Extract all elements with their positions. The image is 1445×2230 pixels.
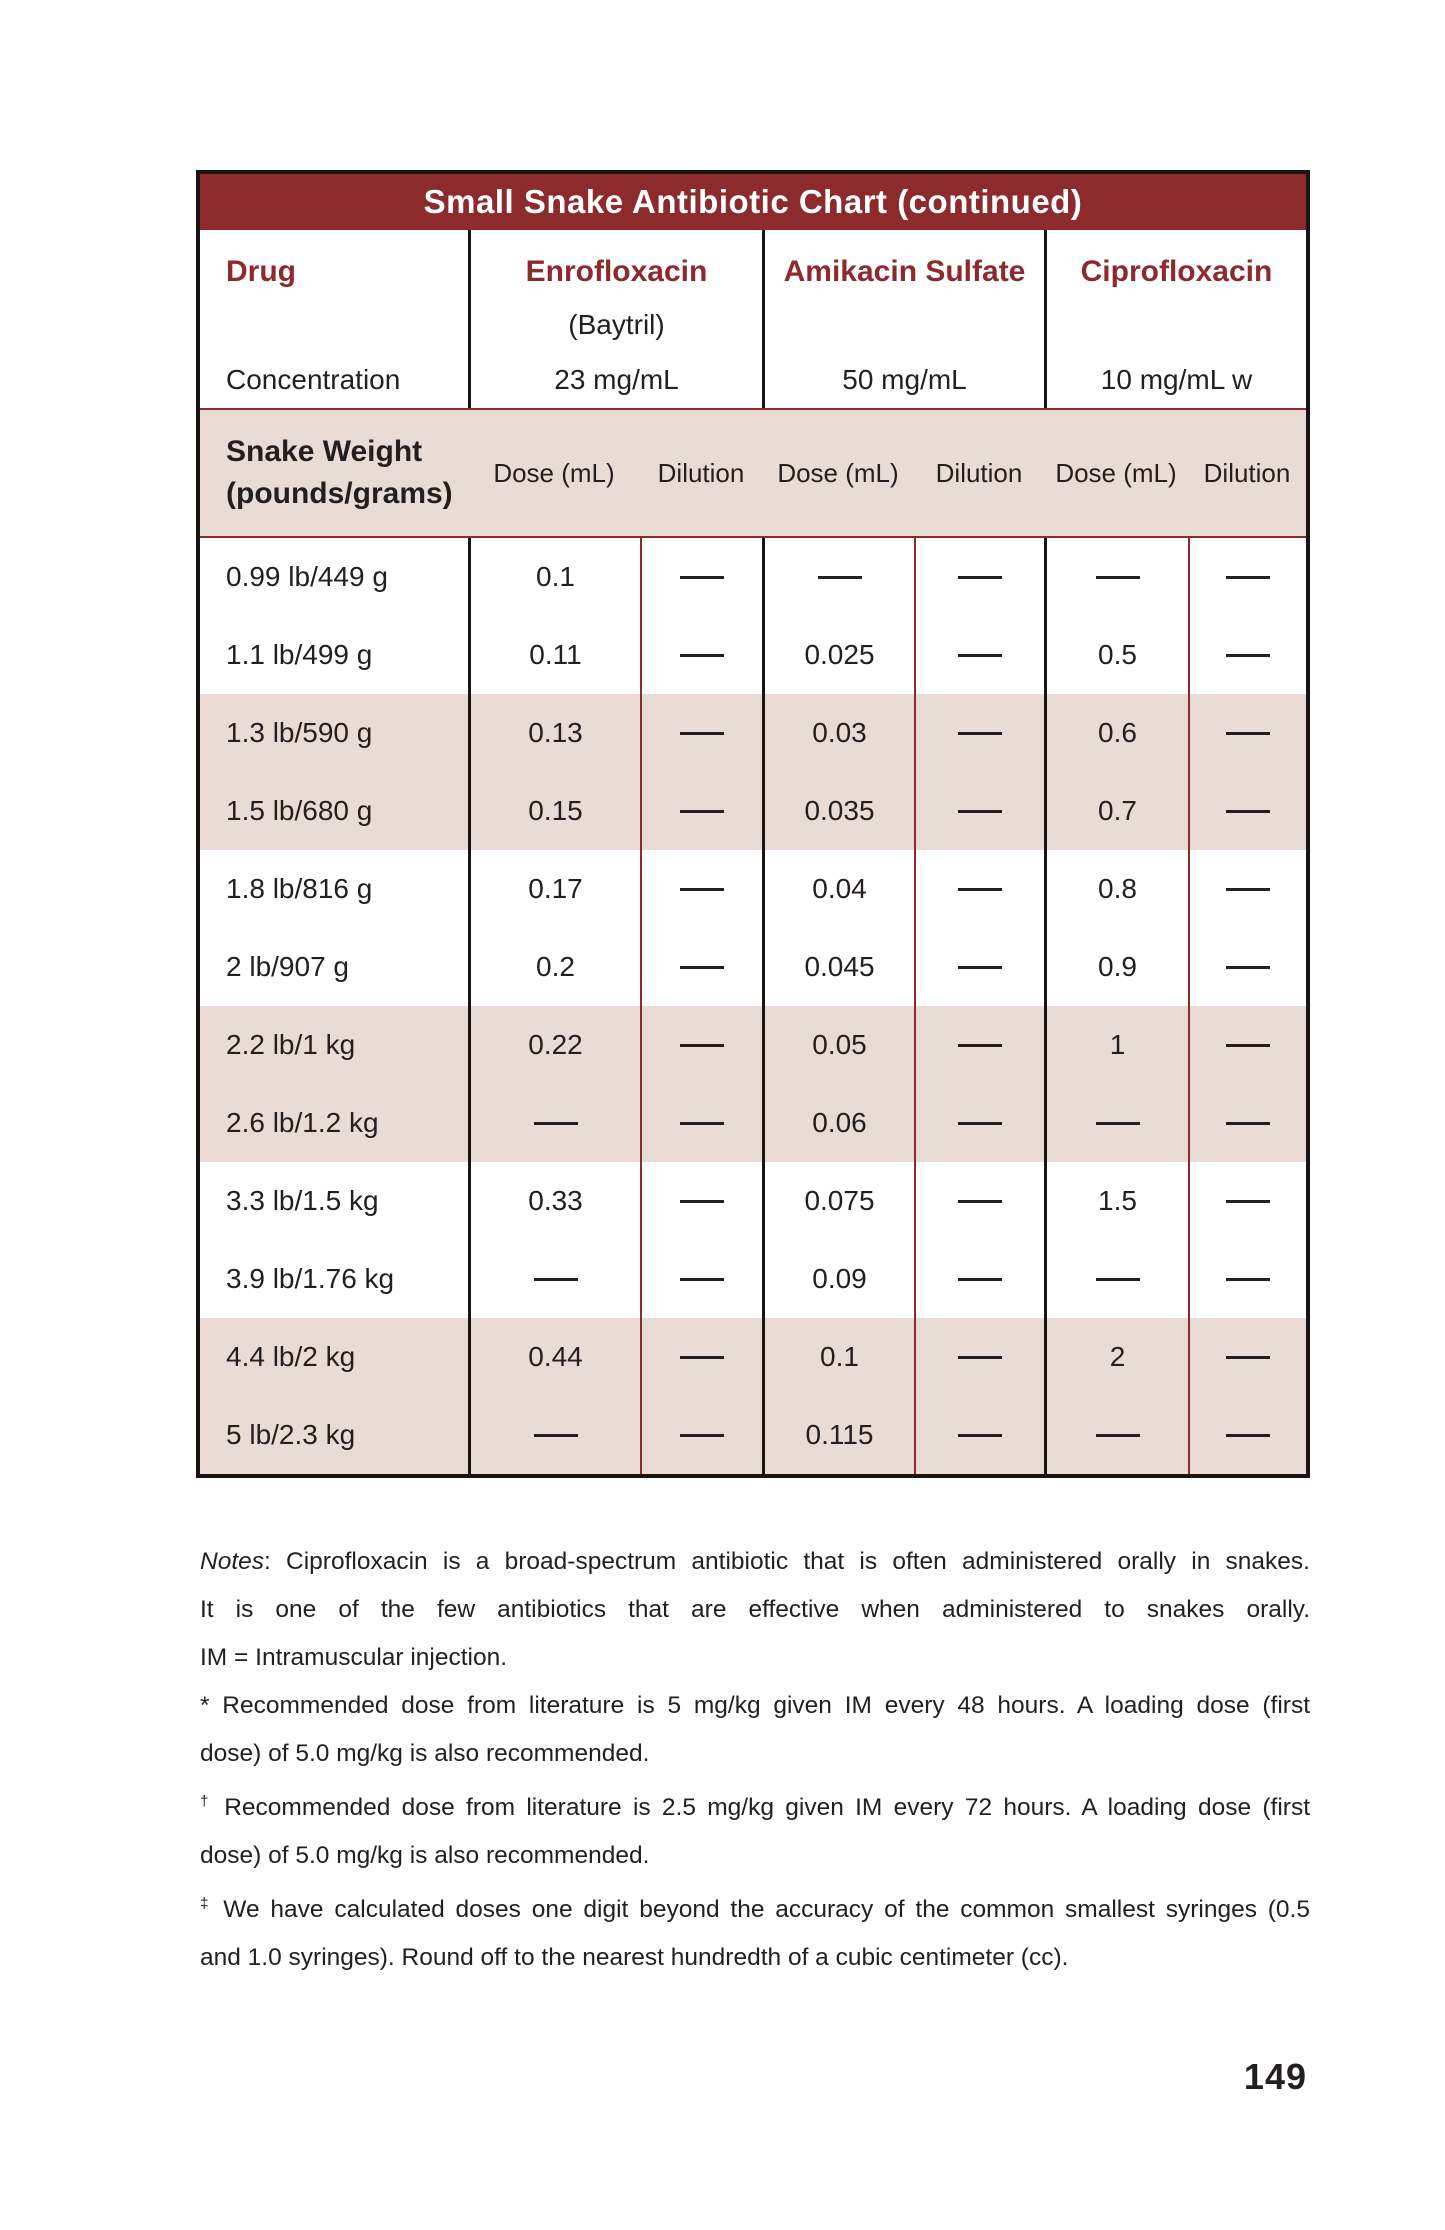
footnote-marker: †: [200, 1793, 213, 1810]
empty-value-dash: [958, 1356, 1002, 1359]
drug-concentration: 23 mg/mL: [554, 364, 679, 395]
dose-cell: 0.035: [762, 772, 914, 850]
empty-value-dash: [958, 1434, 1002, 1437]
table-row: [200, 538, 1306, 616]
empty-value-dash: [958, 1278, 1002, 1281]
snake-weight-cell: 1.3 lb/590 g: [226, 717, 373, 748]
dose-cell: [1044, 1396, 1188, 1474]
dose-cell: [762, 538, 914, 616]
drug-header-row: [200, 230, 1306, 408]
dose-cell: 0.44: [468, 1318, 640, 1396]
antibiotic-chart-table: [196, 170, 1310, 1478]
dilution-cell: [1188, 850, 1306, 928]
concentration-label: Concentration: [226, 364, 401, 395]
empty-value-dash: [958, 1122, 1002, 1125]
dose-cell: 0.13: [468, 694, 640, 772]
dose-cell: 0.075: [762, 1162, 914, 1240]
empty-value-dash: [1226, 654, 1270, 657]
dilution-cell: [914, 928, 1044, 1006]
notes-line: [200, 1634, 1310, 1682]
dose-cell: [1044, 1240, 1188, 1318]
dilution-cell: [914, 538, 1044, 616]
snake-weight-cell: 3.9 lb/1.76 kg: [226, 1263, 395, 1294]
dilution-cell: [914, 1006, 1044, 1084]
empty-value-dash: [680, 576, 724, 579]
dilution-cell: [640, 1006, 762, 1084]
snake-weight-label-line1: Snake Weight: [226, 435, 423, 468]
empty-value-dash: [534, 1122, 578, 1125]
notes-line: [200, 1880, 1310, 1934]
drug-header-cell: [200, 230, 468, 408]
notes-text: * Recommended dose from literature is 5 mg/kg given IM every 48 hours. A loading dose (first: [200, 1692, 1310, 1719]
drug-name: Amikacin Sulfate: [783, 255, 1026, 288]
notes-line: [200, 1538, 1310, 1586]
dose-cell: 0.045: [762, 928, 914, 1006]
snake-weight-cell: 0.99 lb/449 g: [226, 561, 388, 592]
dose-cell: 0.05: [762, 1006, 914, 1084]
dilution-cell: [1188, 538, 1306, 616]
snake-weight-cell: 3.3 lb/1.5 kg: [226, 1185, 379, 1216]
notes-text: dose) of 5.0 mg/kg is also recommended.: [200, 1842, 650, 1870]
snake-weight-cell: 1.5 lb/680 g: [226, 795, 373, 826]
dose-cell: 0.11: [468, 616, 640, 694]
empty-value-dash: [680, 810, 724, 813]
table-title: Small Snake Antibiotic Chart (continued): [200, 174, 1306, 230]
empty-value-dash: [958, 654, 1002, 657]
dose-cell: [468, 1084, 640, 1162]
snake-weight-cell: 1.1 lb/499 g: [226, 639, 373, 670]
dilution-cell: [1188, 694, 1306, 772]
table-row: [200, 1084, 1306, 1162]
table-row: [200, 772, 1306, 850]
empty-value-dash: [958, 1044, 1002, 1047]
dose-cell: 0.17: [468, 850, 640, 928]
drug-name: Enrofloxacin: [525, 255, 708, 288]
dilution-cell: [640, 1240, 762, 1318]
dilution-cell: [1188, 928, 1306, 1006]
notes-text: dose) of 5.0 mg/kg is also recommended.: [200, 1740, 650, 1767]
notes-line: [200, 1730, 1310, 1778]
dose-column-label: Dose (mL): [1055, 457, 1177, 488]
dose-cell: 0.33: [468, 1162, 640, 1240]
empty-value-dash: [680, 1200, 724, 1203]
dose-cell: 0.7: [1044, 772, 1188, 850]
subheader-row: [200, 408, 1306, 538]
dilution-cell: [914, 1318, 1044, 1396]
dilution-cell: [640, 1162, 762, 1240]
dilution-cell: [1188, 1084, 1306, 1162]
table-row: [200, 694, 1306, 772]
notes-text: IM = Intramuscular injection.: [200, 1644, 508, 1671]
table-row: [200, 1162, 1306, 1240]
dose-cell: [468, 1396, 640, 1474]
empty-value-dash: [1226, 1356, 1270, 1359]
drug-name: Ciprofloxacin: [1080, 255, 1273, 288]
dilution-cell: [1188, 616, 1306, 694]
dilution-cell: [914, 1162, 1044, 1240]
empty-value-dash: [1226, 966, 1270, 969]
dose-cell: 0.09: [762, 1240, 914, 1318]
dilution-cell: [640, 850, 762, 928]
dilution-cell: [914, 1396, 1044, 1474]
dose-cell: [1044, 1084, 1188, 1162]
table-row: [200, 616, 1306, 694]
dose-cell: 0.2: [468, 928, 640, 1006]
notes-block: [200, 1538, 1310, 1982]
notes-text: It is one of the few antibiotics that are effective when administered to snakes orally.: [200, 1596, 1310, 1623]
empty-value-dash: [958, 1200, 1002, 1203]
dose-cell: 0.22: [468, 1006, 640, 1084]
dilution-cell: [1188, 1396, 1306, 1474]
empty-value-dash: [1226, 810, 1270, 813]
empty-value-dash: [958, 966, 1002, 969]
empty-value-dash: [1226, 1200, 1270, 1203]
dose-cell: 0.5: [1044, 616, 1188, 694]
snake-weight-label: [200, 431, 468, 515]
empty-value-dash: [1226, 576, 1270, 579]
empty-value-dash: [680, 1122, 724, 1125]
empty-value-dash: [818, 576, 862, 579]
empty-value-dash: [1226, 888, 1270, 891]
snake-weight-cell: 2 lb/907 g: [226, 951, 349, 982]
empty-value-dash: [1226, 1434, 1270, 1437]
snake-weight-cell: 1.8 lb/816 g: [226, 873, 373, 904]
empty-value-dash: [680, 1278, 724, 1281]
dose-cell: 0.9: [1044, 928, 1188, 1006]
empty-value-dash: [1096, 1434, 1140, 1437]
dose-cell: 0.03: [762, 694, 914, 772]
dilution-cell: [1188, 1162, 1306, 1240]
dilution-cell: [914, 1240, 1044, 1318]
dilution-cell: [914, 850, 1044, 928]
dilution-cell: [914, 616, 1044, 694]
table-row: [200, 1006, 1306, 1084]
snake-weight-label-line2: (pounds/grams): [226, 477, 453, 510]
table-body: [200, 538, 1306, 1474]
dilution-cell: [640, 1318, 762, 1396]
dose-cell: 0.06: [762, 1084, 914, 1162]
table-row: [200, 1240, 1306, 1318]
dilution-cell: [640, 772, 762, 850]
footnote-marker: ‡: [200, 1895, 213, 1913]
drug-header-cell-enrofloxacin: [468, 230, 762, 408]
dose-cell: 0.115: [762, 1396, 914, 1474]
empty-value-dash: [680, 732, 724, 735]
notes-line: [200, 1586, 1310, 1634]
notes-line: [200, 1934, 1310, 1982]
drug-column-label: Drug: [226, 255, 296, 288]
notes-text: We have calculated doses one digit beyond the accuracy of the common smallest syringes (0.5: [212, 1896, 1310, 1924]
dilution-column-label: Dilution: [935, 457, 1023, 488]
empty-value-dash: [680, 654, 724, 657]
page-number: 149: [1243, 2056, 1307, 2097]
dose-cell: [1044, 538, 1188, 616]
table-row: [200, 928, 1306, 1006]
empty-value-dash: [1226, 732, 1270, 735]
empty-value-dash: [958, 732, 1002, 735]
dose-cell: 2: [1044, 1318, 1188, 1396]
notes-text: Recommended dose from literature is 2.5 mg/kg given IM every 72 hours. A loading dose (first: [212, 1794, 1310, 1822]
notes-line: [200, 1832, 1310, 1880]
dose-column-label: Dose (mL): [777, 457, 899, 488]
dilution-cell: [1188, 1318, 1306, 1396]
table-row: [200, 1318, 1306, 1396]
dilution-cell: [914, 694, 1044, 772]
dilution-cell: [914, 772, 1044, 850]
empty-value-dash: [958, 810, 1002, 813]
notes-line: [200, 1682, 1310, 1730]
dose-column-label: Dose (mL): [493, 457, 615, 488]
dose-cell: 1.5: [1044, 1162, 1188, 1240]
dose-cell: 1: [1044, 1006, 1188, 1084]
empty-value-dash: [1226, 1044, 1270, 1047]
snake-weight-cell: 2.2 lb/1 kg: [226, 1029, 356, 1060]
empty-value-dash: [534, 1434, 578, 1437]
dose-cell: 0.8: [1044, 850, 1188, 928]
dilution-cell: [640, 1396, 762, 1474]
dilution-cell: [1188, 1240, 1306, 1318]
empty-value-dash: [680, 966, 724, 969]
dilution-cell: [1188, 1006, 1306, 1084]
snake-weight-cell: 5 lb/2.3 kg: [226, 1419, 356, 1450]
dilution-column-label: Dilution: [657, 457, 745, 488]
dilution-cell: [640, 1084, 762, 1162]
empty-value-dash: [534, 1278, 578, 1281]
notes-text: and 1.0 syringes). Round off to the nearest hundredth of a cubic centimeter (cc).: [200, 1944, 1069, 1972]
dilution-cell: [640, 538, 762, 616]
empty-value-dash: [680, 888, 724, 891]
dose-cell: 0.15: [468, 772, 640, 850]
dilution-cell: [640, 928, 762, 1006]
dilution-cell: [914, 1084, 1044, 1162]
drug-header-cell-amikacin: [762, 230, 1044, 408]
table-row: [200, 850, 1306, 928]
notes-text: : Ciprofloxacin is a broad-spectrum antibiotic that is often administered orally in snakes.: [264, 1548, 1310, 1575]
drug-header-cell-ciprofloxacin: [1044, 230, 1306, 408]
empty-value-dash: [680, 1356, 724, 1359]
empty-value-dash: [1096, 1122, 1140, 1125]
dose-cell: [468, 1240, 640, 1318]
dose-cell: 0.025: [762, 616, 914, 694]
dilution-cell: [1188, 772, 1306, 850]
drug-concentration: 10 mg/mL w: [1100, 364, 1253, 395]
empty-value-dash: [1096, 576, 1140, 579]
notes-italic-word: Notes: [200, 1548, 265, 1575]
dilution-cell: [640, 694, 762, 772]
dilution-cell: [640, 616, 762, 694]
empty-value-dash: [1096, 1278, 1140, 1281]
empty-value-dash: [1226, 1122, 1270, 1125]
dose-cell: 0.04: [762, 850, 914, 928]
dose-cell: 0.1: [468, 538, 640, 616]
snake-weight-cell: 2.6 lb/1.2 kg: [226, 1107, 379, 1138]
empty-value-dash: [958, 888, 1002, 891]
dose-cell: 0.6: [1044, 694, 1188, 772]
empty-value-dash: [680, 1434, 724, 1437]
dilution-column-label: Dilution: [1203, 457, 1291, 488]
table-row: [200, 1396, 1306, 1474]
empty-value-dash: [680, 1044, 724, 1047]
drug-concentration: 50 mg/mL: [842, 364, 967, 395]
empty-value-dash: [1226, 1278, 1270, 1281]
drug-brand: (Baytril): [568, 309, 665, 340]
snake-weight-cell: 4.4 lb/2 kg: [226, 1341, 356, 1372]
dose-cell: 0.1: [762, 1318, 914, 1396]
notes-line: [200, 1778, 1310, 1832]
empty-value-dash: [958, 576, 1002, 579]
